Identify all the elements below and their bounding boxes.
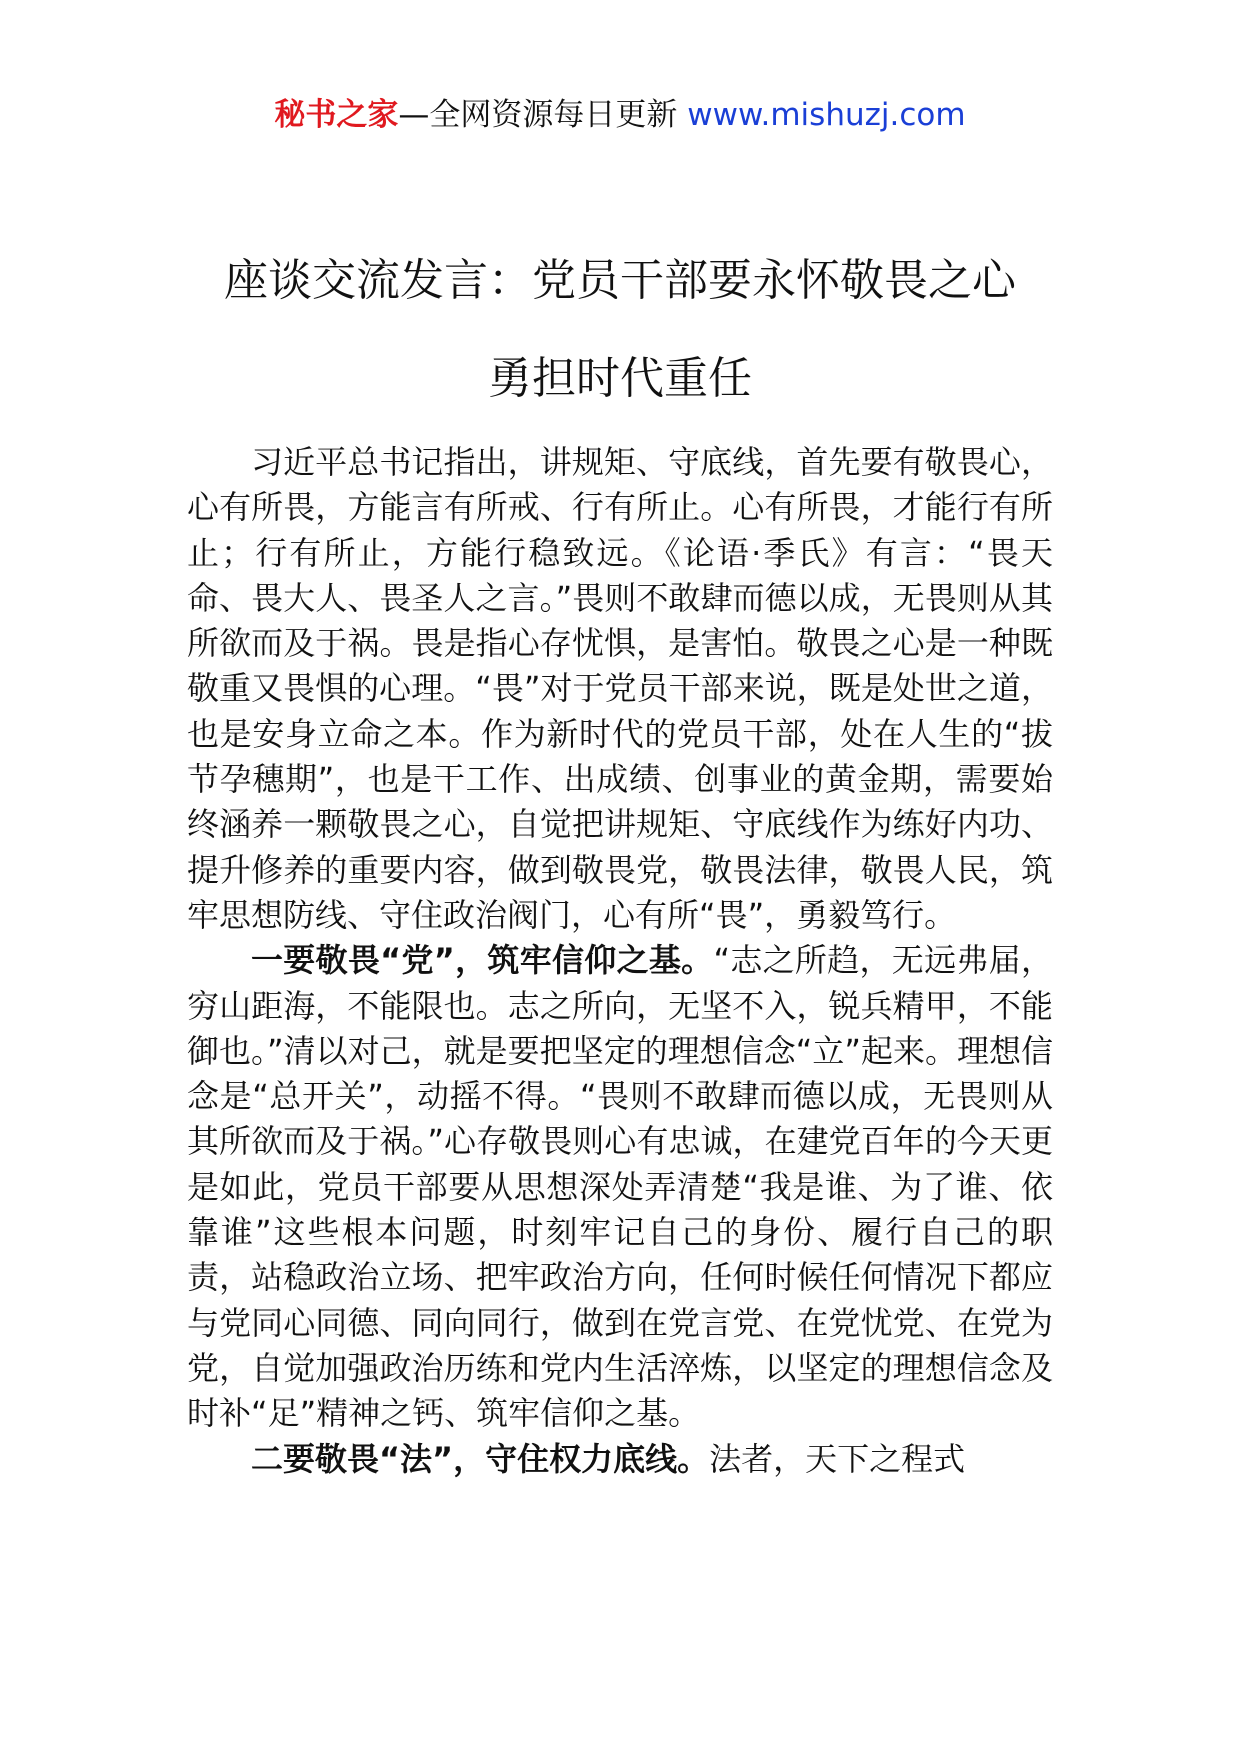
site-slogan: —全网资源每日更新 bbox=[398, 97, 678, 133]
site-header bbox=[0, 95, 1240, 135]
document-body bbox=[187, 440, 1053, 1482]
title-line-1: 座谈交流发言：党员干部要永怀敬畏之心 bbox=[224, 255, 1016, 306]
paragraph-intro-text: 习近平总书记指出，讲规矩、守底线，首先要有敬畏心，心有所畏，方能言有所戒、行有所止。心有所畏，才能行有所止；行有所止，方能行稳致远。《论语·季氏》有言：“畏天命、畏大人、畏圣人之言。”畏则不敢肆而德以成，无畏则从其所欲而及于祸。畏是指心存忧惧，是害怕。敬畏之心是一种既敬重又畏惧的心理。“畏”对于党员干部来说，既是处世之道，也是安身立命之本。作为新时代的党员干部，处在人生的“拔节孕穗期”，也是干工作、出成绩、创事业的黄金期，需要始终涵养一颗敬畏之心，自觉把讲规矩、守底线作为练好内功、提升修养的重要内容，做到敬畏党，敬畏法律，敬畏人民，筑牢思想防线、守住政治阀门，心有所“畏”，勇毅笃行。 bbox=[187, 443, 1053, 934]
title-line-2: 勇担时代重任 bbox=[488, 353, 752, 404]
paragraph-law bbox=[187, 1437, 1053, 1482]
paragraph-law-heading: 二要敬畏“法”，守住权力底线。 bbox=[251, 1439, 710, 1478]
paragraph-party-heading: 一要敬畏“党”，筑牢信仰之基。 bbox=[251, 941, 714, 980]
paragraph-party-text: “志之所趋，无远弗届，穷山距海，不能限也。志之所向，无坚不入，锐兵精甲，不能御也。”清以对己，就是要把坚定的理想信念“立”起来。理想信念是“总开关”，动摇不得。“畏则不敢肆而德以成，无畏则从其所欲而及于祸。”心存敬畏则心有忠诚，在建党百年的今天更是如此，党员干部要从思想深处弄清楚“我是谁、为了谁、依靠谁”这些根本问题，时刻牢记自己的身份、履行自己的职责，站稳政治立场、把牢政治方向，任何时候任何情况下都应与党同心同德、同向同行，做到在党言党、在党忧党、在党为党，自觉加强政治历练和党内生活淬炼，以坚定的理想信念及时补“足”精神之钙、筑牢信仰之基。 bbox=[187, 941, 1053, 1433]
paragraph-law-text: 法者，天下之程式 bbox=[709, 1439, 966, 1478]
site-url-link[interactable]: www.mishuzj.com bbox=[687, 97, 966, 133]
paragraph-party bbox=[187, 938, 1053, 1436]
site-brand: 秘书之家 bbox=[274, 97, 399, 133]
document-title bbox=[0, 232, 1240, 428]
paragraph-intro bbox=[187, 440, 1053, 938]
